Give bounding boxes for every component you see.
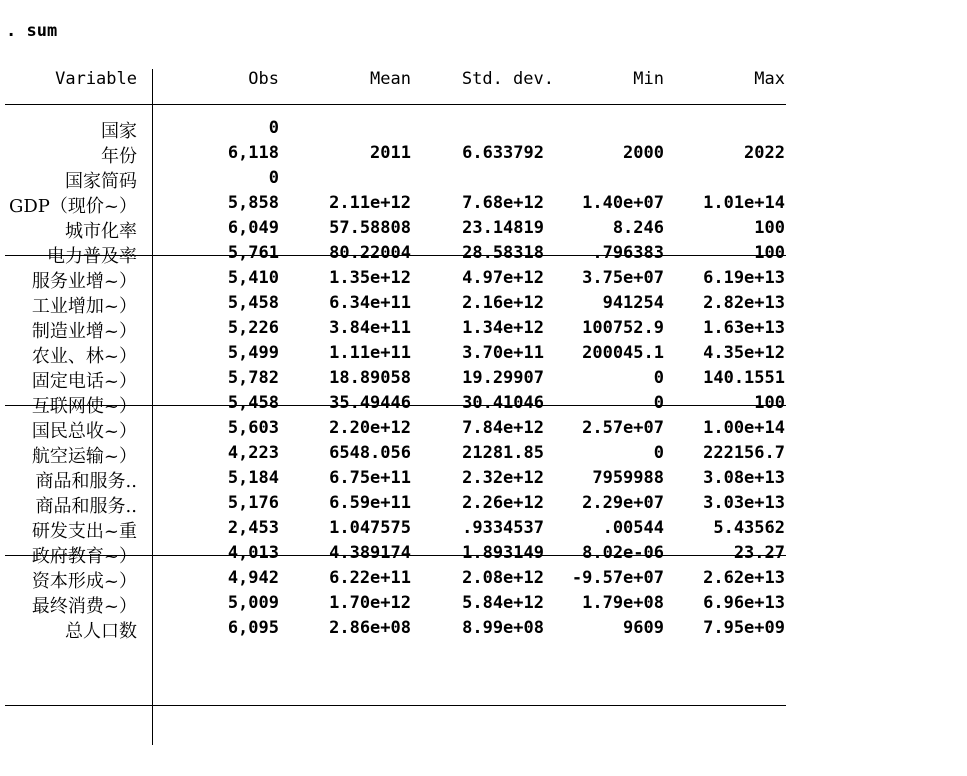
cell-max: 4.35e+12 [703,343,785,363]
cell-mean: 80.22004 [329,243,411,263]
cell-min: 8.246 [612,218,664,238]
cell-obs: 2,453 [227,518,279,538]
cell-mean: 2.86e+08 [329,618,411,638]
header-min: Min [633,69,664,89]
cell-min: .796383 [592,243,664,263]
cell-variable-name: 国家 [101,121,137,142]
cell-variable-name: 国家简码 [65,171,137,192]
cell-variable-name: 国民总收~） [31,421,137,442]
cell-obs: 5,176 [227,493,279,513]
cell-max: 2022 [744,143,785,163]
cell-max: 5.43562 [713,518,785,538]
column-divider [152,69,153,745]
cell-obs: 5,458 [227,293,279,313]
cell-std-dev: 1.893149 [462,543,544,563]
cell-std-dev: 3.70e+11 [462,343,544,363]
cell-min: 1.79e+08 [582,593,664,613]
cell-variable-name: 农业、林~） [31,346,137,367]
cell-variable-name: 年份 [101,146,137,167]
header-variable: Variable [55,69,137,89]
cell-variable-name: 电力普及率 [47,246,137,267]
cell-std-dev: 28.58318 [462,243,544,263]
cell-variable-name: 固定电话~） [31,371,137,392]
cell-variable-name: 资本形成~） [31,571,137,592]
cell-min: 9609 [623,618,664,638]
command-echo: . sum [6,21,58,41]
cell-variable-name: 商品和服务.. [35,471,137,492]
cell-mean: 2011 [370,143,411,163]
cell-variable-name: 工业增加~） [31,296,137,317]
cell-std-dev: 2.16e+12 [462,293,544,313]
cell-min: 200045.1 [582,343,664,363]
cell-min: 2.29e+07 [582,493,664,513]
cell-std-dev: 19.29907 [462,368,544,388]
cell-mean: 1.11e+11 [329,343,411,363]
cell-max: 7.95e+09 [703,618,785,638]
cell-mean: 6.59e+11 [329,493,411,513]
cell-mean: 1.70e+12 [329,593,411,613]
cell-obs: 5,410 [227,268,279,288]
cell-min: 2.57e+07 [582,418,664,438]
cell-mean: 2.20e+12 [329,418,411,438]
cell-max: 1.00e+14 [703,418,785,438]
cell-std-dev: 5.84e+12 [462,593,544,613]
cell-obs: 5,782 [227,368,279,388]
cell-max: 100 [754,393,785,413]
cell-mean: 57.58808 [329,218,411,238]
cell-std-dev: 21281.85 [462,443,544,463]
cell-obs: 5,858 [227,193,279,213]
cell-max: 6.19e+13 [703,268,785,288]
cell-min: 2000 [623,143,664,163]
cell-obs: 4,013 [227,543,279,563]
cell-obs: 5,184 [227,468,279,488]
cell-obs: 6,095 [227,618,279,638]
cell-std-dev: 4.97e+12 [462,268,544,288]
cell-min: 1.40e+07 [582,193,664,213]
cell-mean: 6.34e+11 [329,293,411,313]
cell-max: 222156.7 [703,443,785,463]
cell-std-dev: 7.68e+12 [462,193,544,213]
table-separator-line [5,705,786,706]
cell-mean: 3.84e+11 [329,318,411,338]
cell-obs: 5,761 [227,243,279,263]
cell-max: 1.63e+13 [703,318,785,338]
cell-std-dev: 2.32e+12 [462,468,544,488]
cell-std-dev: 1.34e+12 [462,318,544,338]
cell-min: 941254 [602,293,664,313]
cell-obs: 4,223 [227,443,279,463]
cell-mean: 18.89058 [329,368,411,388]
cell-obs: 0 [268,168,279,188]
cell-mean: 1.35e+12 [329,268,411,288]
cell-max: 100 [754,218,785,238]
cell-variable-name: 制造业增~） [31,321,137,342]
cell-max: 2.82e+13 [703,293,785,313]
cell-min: 100752.9 [582,318,664,338]
cell-max: 3.03e+13 [703,493,785,513]
header-obs: Obs [248,69,279,89]
cell-mean: 4.389174 [329,543,411,563]
cell-variable-name: 服务业增~） [31,271,137,292]
cell-std-dev: 2.26e+12 [462,493,544,513]
header-mean: Mean [370,69,411,89]
cell-min: .00544 [602,518,664,538]
cell-variable-name: 城市化率 [65,221,137,242]
cell-obs: 5,226 [227,318,279,338]
cell-max: 2.62e+13 [703,568,785,588]
cell-obs: 0 [268,118,279,138]
cell-min: 0 [653,368,664,388]
cell-variable-name: 研发支出~重 [31,521,137,542]
cell-max: 23.27 [733,543,785,563]
cell-mean: 6548.056 [329,443,411,463]
cell-min: 3.75e+07 [582,268,664,288]
cell-std-dev: 6.633792 [462,143,544,163]
cell-max: 6.96e+13 [703,593,785,613]
cell-max: 3.08e+13 [703,468,785,488]
cell-std-dev: 7.84e+12 [462,418,544,438]
cell-mean: 2.11e+12 [329,193,411,213]
cell-variable-name: 政府教育~） [31,546,137,567]
cell-obs: 6,118 [227,143,279,163]
cell-mean: 35.49446 [329,393,411,413]
cell-obs: 5,458 [227,393,279,413]
table-separator-line [5,104,786,105]
cell-min: 0 [653,443,664,463]
cell-mean: 6.75e+11 [329,468,411,488]
cell-std-dev: 23.14819 [462,218,544,238]
cell-variable-name: 商品和服务.. [35,496,137,517]
cell-std-dev: 30.41046 [462,393,544,413]
cell-std-dev: 8.99e+08 [462,618,544,638]
cell-obs: 5,009 [227,593,279,613]
cell-obs: 4,942 [227,568,279,588]
cell-min: 7959988 [592,468,664,488]
cell-std-dev: 2.08e+12 [462,568,544,588]
cell-mean: 6.22e+11 [329,568,411,588]
cell-obs: 5,603 [227,418,279,438]
cell-max: 140.1551 [703,368,785,388]
cell-variable-name: 总人口数 [65,621,137,642]
cell-min: 8.02e-06 [582,543,664,563]
cell-variable-name: 最终消费~） [31,596,137,617]
cell-min: -9.57e+07 [571,568,664,588]
cell-std-dev: .9334537 [462,518,544,538]
cell-max: 100 [754,243,785,263]
cell-mean: 1.047575 [329,518,411,538]
header-max: Max [754,69,785,89]
cell-variable-name: 航空运输~） [31,446,137,467]
cell-min: 0 [653,393,664,413]
cell-variable-name: GDP（现价~） [8,196,137,217]
cell-obs: 6,049 [227,218,279,238]
cell-variable-name: 互联网使~） [31,396,137,417]
cell-obs: 5,499 [227,343,279,363]
cell-max: 1.01e+14 [703,193,785,213]
header-std-dev: Std. dev. [461,69,554,89]
